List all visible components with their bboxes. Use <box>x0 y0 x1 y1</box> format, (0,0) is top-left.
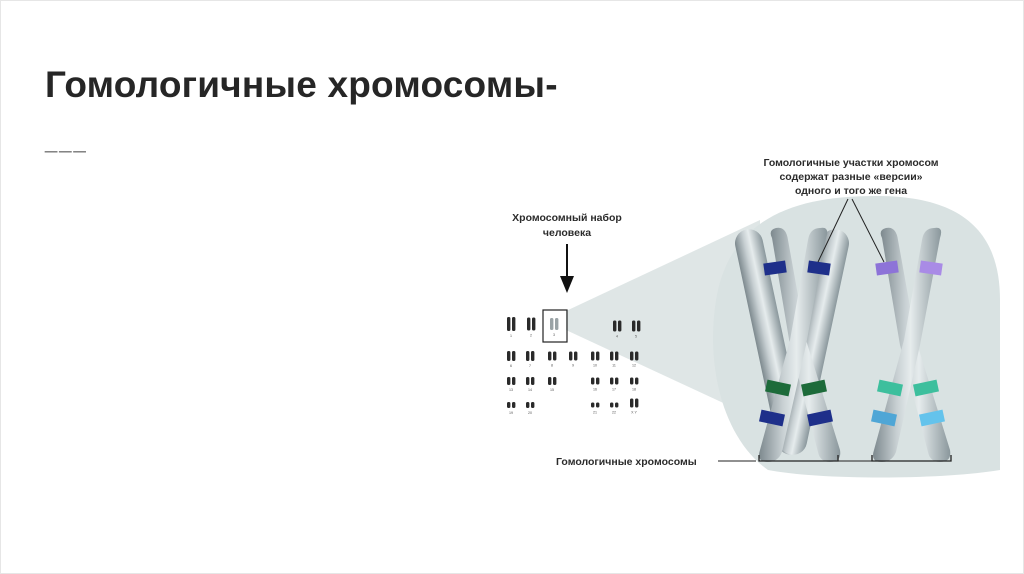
karyotype-chromosome <box>553 377 556 385</box>
karyotype-chromosome <box>527 318 530 331</box>
karyotype-chromosome <box>531 377 534 385</box>
homologous-label: Гомологичные хромосомы <box>556 456 697 468</box>
karyotype-chromosome <box>507 377 510 385</box>
karyotype-chromosome <box>591 352 594 361</box>
karyotype-chromosome <box>555 318 558 330</box>
karyotype-chromosome <box>610 352 613 361</box>
karyotype-number: 11 <box>612 363 616 368</box>
karyotype-chromosome <box>548 377 551 385</box>
karyotype-number: 7 <box>529 364 531 368</box>
karyotype-number: 19 <box>509 411 513 415</box>
karyotype-number: 2 <box>530 333 532 338</box>
karyotype-number: 9 <box>572 363 574 368</box>
karyotype-chromosome <box>637 321 640 332</box>
karyotype-chromosome <box>569 352 572 361</box>
karyotype-chromosome <box>630 352 633 361</box>
karyotype-chromosome <box>591 403 594 408</box>
karyotype-number: 5 <box>635 334 637 339</box>
karyotype-chromosome <box>610 403 613 408</box>
karyotype-number: 21 <box>593 410 597 415</box>
set-label-line1: Хромосомный набор <box>512 212 622 224</box>
set-label-line2: человека <box>542 227 592 239</box>
karyotype-chromosome <box>635 399 638 408</box>
karyotype-chromosome <box>531 351 534 361</box>
karyotype-number: 4 <box>616 334 618 339</box>
karyotype-number: 22 <box>612 410 616 415</box>
title-blank: ___ <box>45 128 88 153</box>
karyotype-chromosome <box>635 378 638 385</box>
karyotype-chromosome <box>507 351 510 361</box>
karyotype-chromosome <box>596 352 599 361</box>
karyotype-chromosome <box>635 352 638 361</box>
karyotype-chromosome <box>550 318 553 330</box>
karyotype-chromosome <box>574 352 577 361</box>
karyotype-chromosome <box>613 321 616 332</box>
karyotype-number: 15 <box>550 388 554 392</box>
karyotype-chromosome <box>615 378 618 385</box>
karyotype-chromosome <box>532 318 535 331</box>
karyotype-chromosome <box>553 352 556 361</box>
karyotype-number: 10 <box>593 363 597 368</box>
karyotype-chromosome <box>526 351 529 361</box>
karyotype-number: 14 <box>528 388 532 392</box>
arrow-head-icon <box>560 276 574 293</box>
karyotype-number: 12 <box>632 363 636 368</box>
karyotype-chromosome <box>512 402 515 408</box>
regions-label-line3: одного и того же гена <box>794 185 908 197</box>
slide-title: Гомологичные хромосомы- <box>45 64 558 105</box>
karyotype-number: 13 <box>509 388 513 392</box>
karyotype-chromosome <box>591 378 594 385</box>
karyotype-chromosome <box>512 317 515 331</box>
karyotype-number: 3 <box>553 333 555 337</box>
karyotype-chromosome <box>610 378 613 385</box>
karyotype-number: 20 <box>528 411 532 415</box>
regions-label-line2: содержат разные «версии» <box>779 171 923 183</box>
karyotype-number: 17 <box>612 387 616 392</box>
karyotype-chromosome <box>507 402 510 408</box>
karyotype-chromosome <box>632 321 635 332</box>
karyotype-chromosome <box>512 377 515 385</box>
karyotype-chromosome <box>615 352 618 361</box>
karyotype-number: 18 <box>632 387 636 392</box>
karyotype-chromosome <box>630 378 633 385</box>
karyotype-chromosome <box>526 402 529 408</box>
regions-label-line1: Гомологичные участки хромосом <box>763 157 939 169</box>
karyotype-chromosome <box>596 403 599 408</box>
karyotype-number: X Y <box>631 410 637 415</box>
karyotype-chromosome <box>618 321 621 332</box>
karyotype-number: 6 <box>510 364 512 368</box>
karyotype-chromosome <box>507 317 510 331</box>
karyotype-chromosome <box>548 352 551 361</box>
karyotype-chromosome <box>526 377 529 385</box>
karyotype-number: 8 <box>551 363 553 368</box>
karyotype-chromosome <box>512 351 515 361</box>
karyotype-chromosome <box>615 403 618 408</box>
karyotype-number: 1 <box>510 334 512 338</box>
karyotype-chromosome <box>531 402 534 408</box>
karyotype-chromosome <box>630 399 633 408</box>
karyotype-chromosome <box>596 378 599 385</box>
karyotype-number: 16 <box>593 387 597 392</box>
